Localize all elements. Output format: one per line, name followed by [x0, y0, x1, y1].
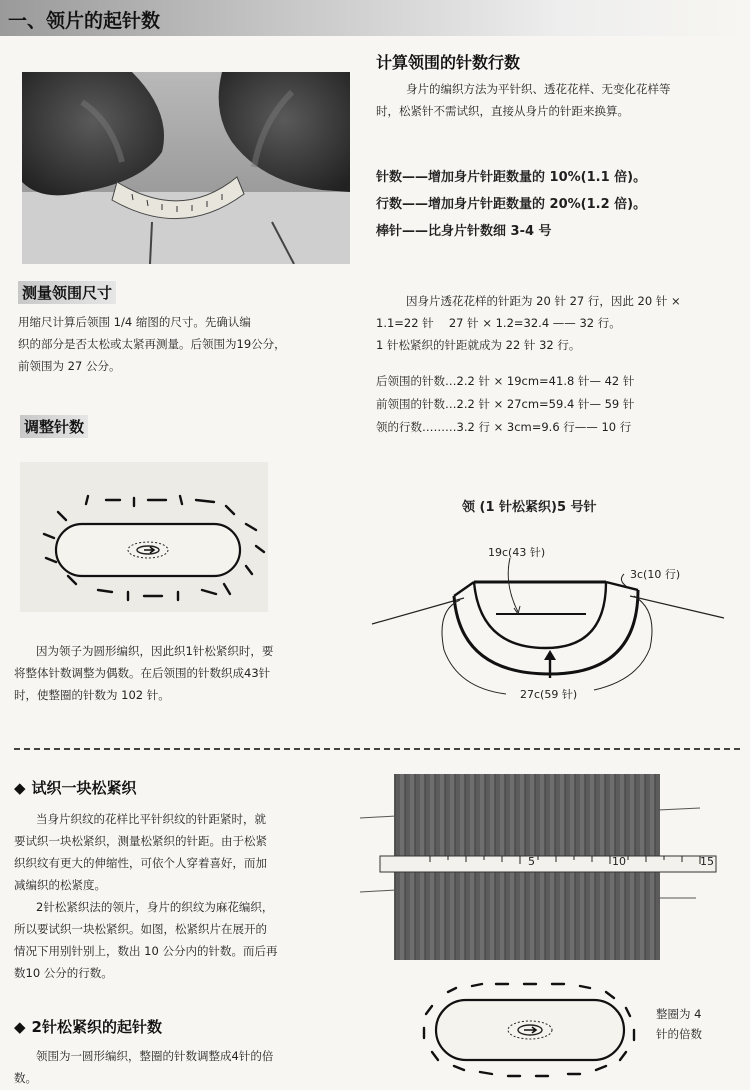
multiple-of-four-diagram [410, 980, 650, 1080]
calc-lines [376, 370, 634, 439]
formula-block [376, 164, 646, 245]
multiple-label-line: 整圈为 4 [656, 1007, 702, 1021]
collar-diagram [368, 530, 730, 710]
trial-heading-text: 试织一块松紧织 [31, 779, 137, 797]
calc-rows: 领的行数………3.2 行 × 3cm=9.6 行—— 10 行 [376, 420, 632, 434]
adjust-heading: 调整针数 [20, 415, 88, 438]
measure-text-line: 织的部分是否太松或太紧再测量。后领围为19公分， [18, 337, 286, 351]
cast-text [14, 1045, 344, 1089]
example-line: 1.1=22 针 27 针 × 1.2=32.4 —— 32 行。 [376, 316, 621, 330]
example-line: 1 针松紧织的针距就成为 22 针 32 行。 [376, 338, 581, 352]
diamond-bullet-icon: ◆ [14, 1018, 26, 1036]
cast-heading [14, 1016, 162, 1037]
calc-front: 前领围的针数…2.2 针 × 27cm=59.4 针— 59 针 [376, 397, 635, 411]
ribbing-swatch-photo [360, 770, 720, 964]
adjust-text-line: 因为领子为圆形编织，因此织1针松紧织时，要 [36, 644, 274, 658]
trial-heading [14, 777, 137, 798]
ruler-mark-5: 5 [528, 855, 535, 868]
multiple-label [656, 1004, 702, 1044]
trial-line: 所以要试织一块松紧织。如图，松紧织片在展开的 [14, 922, 267, 936]
multiple-label-line: 针的倍数 [656, 1027, 702, 1041]
cast-line: 数。 [14, 1071, 37, 1085]
measure-text-line: 用缩尺计算后领围 1/4 缩图的尺寸。先确认编 [18, 315, 251, 329]
collar-label-front: 27c(59 针) [520, 688, 578, 701]
trial-line: 情况下用别针别上，数出 10 公分内的针数。而后再 [14, 944, 278, 958]
formula-stitches: 针数——增加身片针距数量的 10%(1.1 倍)。 [376, 170, 647, 185]
formula-rows: 行数——增加身片针距数量的 20%(1.2 倍)。 [376, 197, 647, 212]
cast-line: 领围为一圆形编织，整圈的针数调整成4针的倍 [36, 1049, 274, 1063]
formula-needle: 棒针——比身片针数细 3-4 号 [376, 224, 552, 239]
section-divider [14, 748, 740, 750]
trial-line: 织织纹有更大的伸缩性，可依个人穿着喜好，而加 [14, 856, 267, 870]
page-title: 一、领片的起针数 [8, 10, 161, 32]
cast-heading-text: 2针松紧织的起针数 [31, 1018, 162, 1036]
collar-label-back: 19c(43 针) [488, 546, 546, 559]
calc-back: 后领围的针数…2.2 针 × 19cm=41.8 针— 42 针 [376, 374, 635, 388]
diamond-bullet-icon: ◆ [14, 779, 26, 797]
calc-intro-line: 时，松紧针不需试织，直接从身片的针距来换算。 [376, 104, 629, 118]
collar-diagram-title: 领 (1 针松紧织)5 号针 [462, 500, 597, 515]
trial-line: 减编织的松紧度。 [14, 878, 106, 892]
ruler-mark-10: 10 [612, 855, 626, 868]
trial-line: 2针松紧织法的领片，身片的织纹为麻花编织， [36, 900, 274, 914]
measure-text-line: 前领围为 27 公分。 [18, 359, 121, 373]
trial-line: 当身片织纹的花样比平针织纹的针距紧时，就 [36, 812, 266, 826]
measure-heading: 测量领围尺寸 [18, 281, 116, 304]
example-line: 因身片透花花样的针距为 20 针 27 行，因此 20 针 × [406, 294, 681, 308]
adjust-text-line: 时，使整圈的针数为 102 针。 [14, 688, 170, 702]
trial-line: 数10 公分的行数。 [14, 966, 113, 980]
adjust-text [14, 640, 344, 706]
collar-label-depth: 3c(10 行) [630, 568, 681, 581]
adjust-text-line: 将整体针数调整为偶数。在后领围的针数织成43针 [14, 666, 271, 680]
even-stitch-diagram [20, 462, 268, 612]
calc-intro-line: 身片的编织方法为平针织、透花花样、无变化花样等 [406, 82, 671, 96]
calc-heading: 计算领围的针数行数 [376, 53, 521, 72]
ruler-mark-15: 15 [700, 855, 714, 868]
example-text [376, 290, 746, 356]
trial-text [14, 808, 344, 984]
measure-text [18, 311, 338, 377]
trial-line: 要试织一块松紧织，测量松紧织的针距。由于松紧 [14, 834, 267, 848]
tape-measure-photo [22, 72, 350, 264]
calc-intro [376, 78, 746, 122]
